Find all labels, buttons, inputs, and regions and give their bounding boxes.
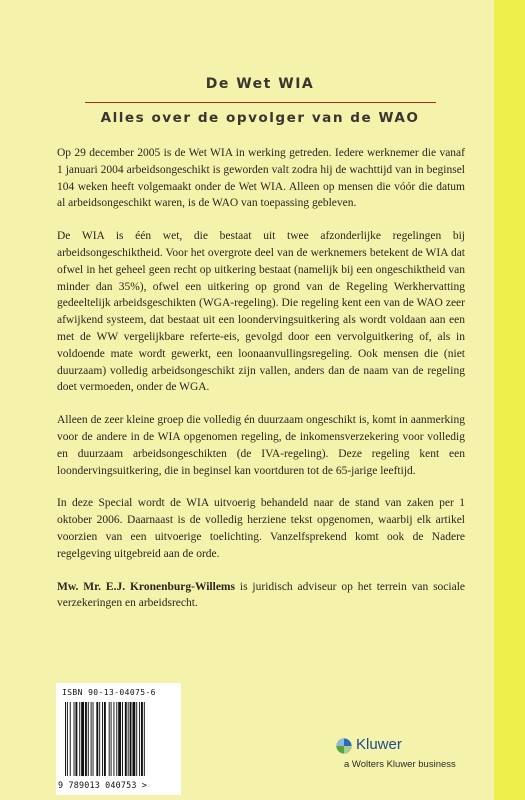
publisher-tagline: a Wolters Kluwer business (344, 759, 456, 770)
book-title: De Wet WIA (205, 76, 315, 92)
publisher-name: Kluwer (356, 736, 402, 753)
title-rule (85, 102, 436, 103)
isbn-text: ISBN 90-13-04075-6 (62, 688, 156, 697)
blurb-paragraph-1: Op 29 december 2005 is de Wet WIA in werking getreden. Iedere werknemer die vanaf 1 januari 2004 arbeidsongeschikt is geworden valt zodra hij de wachttijd van in beginsel 104 weken heeft volgemaakt onder de Wet WIA. Alleen op mensen die vóór die datum al arbeidsongeschikt waren, is de WAO van toepassing gebleven. (57, 147, 465, 210)
blurb-paragraph-4: In deze Special wordt de WIA uitvoerig behandeld naar de stand van zaken per 1 oktober 2006. Daarnaast is de volledig herziene tekst opgenomen, waarbij elk artikel voorzien van een uitvoerige toelichting. Vanzelfsprekend komt ook de Nadere regelgeving uitgebreid aan de orde. (57, 497, 465, 560)
blurb-paragraph-2: De WIA is één wet, die bestaat uit twee afzonderlijke regelingen bij arbeidsongeschiktheid. Voor het overgrote deel van de werknemers betekent de WIA dat ofwel in het geheel geen recht op uitkering bestaat (namelijk bij een ongeschiktheid van minder dan 35%), ofwel een uitkering op grond van de Regeling Werkhervatting gedeeltelijk arbeidsgeschikten (WGA-regeling). Die regeling kent een van de WAO zeer afwijkend systeem, dat bestaat uit een loondervingsuitkering als wordt voldaan aan een met de WW vergelijkbare referte-eis, gevolgd door een vervolguitkering of, als in voldoende mate wordt gewerkt, een loonaanvullingsregeling. Ook mensen die (niet duurzaam) volledig arbeidsongeschikt zijn vallen, anders dan de naam van de regeling doet vermoeden, onder de WGA. (57, 230, 465, 394)
author-paragraph (57, 579, 465, 613)
barcode-bars (65, 702, 174, 776)
ean-number: 9 789013 040753 > (58, 780, 148, 790)
barcode-label (56, 683, 181, 795)
blurb-paragraph-3: Alleen de zeer kleine groep die volledig én duurzaam ongeschikt is, komt in aanmerking voor de andere in de WIA opgenomen regeling, de inkomensverzekering voor volledig en duurzaam arbeidsongeschikten (de IVA-regeling). Deze regeling kent een loondervingsuitkering, die in beginsel kan voortduren tot de 65-jarige leeftijd. (57, 414, 465, 477)
author-name: Mw. Mr. E.J. Kronenburg-Willems (57, 580, 235, 593)
kluwer-logo-icon (336, 738, 352, 754)
blurb (57, 145, 465, 628)
book-subtitle: Alles over de opvolger van de WAO (100, 110, 420, 126)
author-bio: is juridisch adviseur op het terrein van sociale verzekeringen en arbeidsrecht. (57, 580, 465, 610)
